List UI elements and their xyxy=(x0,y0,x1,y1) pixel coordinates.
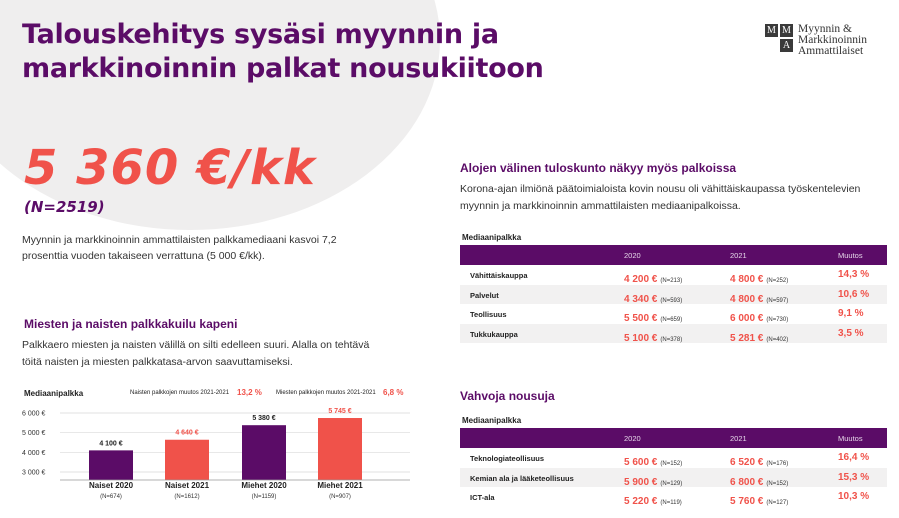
change-percent: 15,3 % xyxy=(838,471,870,483)
chart-note-men: Miesten palkkojen muutos 2021-2021 xyxy=(276,390,376,396)
salary-2021: 4 800 € xyxy=(730,293,764,305)
x-category-label: Miehet 2020 xyxy=(241,481,287,490)
salary-2021: 4 800 € xyxy=(730,274,764,285)
header-2021: 2021 xyxy=(730,434,747,443)
salary-2020: 5 220 € xyxy=(624,496,658,507)
logo-letter: M xyxy=(765,24,778,37)
rises-heading: Vahvoja nousuja xyxy=(460,389,555,403)
salary-2021: 5 760 € xyxy=(730,496,764,507)
bar-value-label: 4 640 € xyxy=(175,429,199,437)
chart-title: Mediaanipalkka xyxy=(24,389,84,398)
n-2021: (N=152) xyxy=(766,480,789,487)
change-percent: 16,4 % xyxy=(838,452,870,463)
n-2021: (N=176) xyxy=(766,461,789,467)
industry-name: Teknologiateollisuus xyxy=(470,454,545,463)
page-title: Talouskehitys sysäsi myynnin ja markkinoinnin palkat nousukiitoon xyxy=(22,19,544,84)
n-2020: (N=659) xyxy=(660,317,683,323)
salary-2021: 6 800 € xyxy=(730,476,764,488)
x-category-label: Naiset 2020 xyxy=(88,481,134,490)
change-percent: 10,3 % xyxy=(838,491,870,502)
table-row xyxy=(460,285,887,305)
logo-line: Ammattilaiset xyxy=(798,45,864,57)
salary-2020: 4 200 € xyxy=(624,274,658,285)
industry-name: Tukkukauppa xyxy=(470,329,518,339)
industry-name: Teollisuus xyxy=(470,310,507,319)
n-2020: (N=593) xyxy=(660,297,683,304)
industries-table xyxy=(460,245,887,343)
gap-text: Palkkaero miesten ja naisten välillä on silti edelleen suuri. Alalla on tehtävä töitä naisten ja miesten palkkatasa-arvon saavuttamiseksi. xyxy=(22,339,370,368)
value-2020 xyxy=(624,328,682,346)
table-row xyxy=(460,487,887,507)
intro-text: Myynnin ja markkinoinnin ammattilaisten palkkamediaani kasvoi 7,2 prosenttia vuoden takaiseen verrattuna (5 000 €/kk). xyxy=(22,234,337,262)
x-sample-size-label: (N=674) xyxy=(100,494,122,500)
n-2021: (N=252) xyxy=(766,278,789,284)
n-2020: (N=213) xyxy=(660,278,683,284)
chart-note-women-value: 13,2 % xyxy=(237,388,262,397)
change-percent: 9,1 % xyxy=(838,308,864,319)
n-2020: (N=119) xyxy=(660,500,682,506)
bar-value-label: 5 745 € xyxy=(328,408,352,416)
salary-2021: 6 000 € xyxy=(730,313,764,324)
bar xyxy=(165,440,209,480)
y-tick-label: 5 000 € xyxy=(22,430,46,438)
change-percent: 14,3 % xyxy=(838,269,870,280)
header-change: Muutos xyxy=(838,434,863,443)
industries-table-title: Mediaanipalkka xyxy=(462,233,522,242)
table-header xyxy=(460,245,887,265)
x-category-label: Miehet 2021 xyxy=(317,481,363,490)
table-row xyxy=(460,468,887,488)
industries-heading: Alojen välinen tuloskunto näkyy myös palkoissa xyxy=(460,161,737,175)
table-row xyxy=(460,448,887,468)
header-2021: 2021 xyxy=(730,251,747,260)
bar xyxy=(318,418,362,480)
y-tick-label: 6 000 € xyxy=(22,410,46,418)
rises-table-title: Mediaanipalkka xyxy=(462,416,522,425)
logo-letter xyxy=(765,39,778,52)
salary-2021: 6 520 € xyxy=(730,457,764,468)
industry-name: ICT-ala xyxy=(470,493,495,502)
salary-2020: 5 600 € xyxy=(624,457,658,468)
industry-name: Vähittäiskauppa xyxy=(470,271,528,280)
bar xyxy=(89,450,133,480)
y-tick-label: 3 000 € xyxy=(22,469,46,477)
value-2021 xyxy=(730,328,788,346)
salary-2021: 5 281 € xyxy=(730,332,764,344)
x-category-label: Naiset 2021 xyxy=(164,481,210,490)
bar-value-label: 4 100 € xyxy=(99,440,123,448)
headline-median-salary: 5 360 €/kk xyxy=(24,140,316,196)
headline-sample-size: (N=2519) xyxy=(24,198,105,216)
n-2021: (N=597) xyxy=(766,297,789,304)
header-change: Muutos xyxy=(838,251,863,260)
rises-table xyxy=(460,428,887,507)
n-2020: (N=129) xyxy=(660,480,683,487)
gap-heading: Miesten ja naisten palkkakuilu kapeni xyxy=(24,317,238,331)
salary-2020: 4 340 € xyxy=(624,293,658,305)
salary-bar-chart xyxy=(0,400,420,518)
logo-line: Markkinoinnin xyxy=(798,34,867,46)
salary-2020: 5 500 € xyxy=(624,313,658,324)
logo-letter: A xyxy=(780,39,793,52)
table-header xyxy=(460,428,887,448)
industry-name: Kemian ala ja lääketeollisuus xyxy=(470,473,574,483)
table-row xyxy=(460,324,887,344)
bar-value-label: 5 380 € xyxy=(252,415,276,423)
header-2020: 2020 xyxy=(624,251,641,260)
bar xyxy=(242,425,286,480)
logo-line: Myynnin & xyxy=(798,23,852,35)
logo-wordmark xyxy=(798,24,867,57)
x-sample-size-label: (N=1159) xyxy=(251,494,277,500)
chart-note-women: Naisten palkkojen muutos 2021-2021 xyxy=(130,390,230,396)
mma-logo xyxy=(765,24,867,57)
y-tick-label: 4 000 € xyxy=(22,449,46,457)
n-2020: (N=378) xyxy=(660,336,683,343)
change-percent: 3,5 % xyxy=(838,327,864,339)
industry-name: Palvelut xyxy=(470,290,499,300)
salary-2020: 5 900 € xyxy=(624,476,658,488)
table-body xyxy=(460,265,887,343)
industries-text: Korona-ajan ilmiönä päätoimialoista kovin nousu oli vähittäiskaupassa työskentelevien myynnin ja markkinoinnin ammattilaisten mediaanipalkoissa. xyxy=(460,183,861,212)
table-body xyxy=(460,448,887,507)
header-2020: 2020 xyxy=(624,434,641,443)
table-row xyxy=(460,304,887,324)
table-row xyxy=(460,265,887,285)
x-sample-size-label: (N=1612) xyxy=(174,494,200,500)
logo-letter: M xyxy=(780,24,793,37)
n-2020: (N=152) xyxy=(660,461,683,467)
salary-2020: 5 100 € xyxy=(624,332,658,344)
value-2020 xyxy=(624,491,682,509)
x-sample-size-label: (N=907) xyxy=(329,494,351,500)
value-2021 xyxy=(730,491,788,509)
n-2021: (N=730) xyxy=(766,317,789,323)
n-2021: (N=402) xyxy=(766,336,789,343)
chart-note-men-value: 6,8 % xyxy=(383,388,404,397)
change-percent: 10,6 % xyxy=(838,288,870,300)
logo-mark xyxy=(765,24,793,52)
n-2021: (N=127) xyxy=(766,500,789,506)
